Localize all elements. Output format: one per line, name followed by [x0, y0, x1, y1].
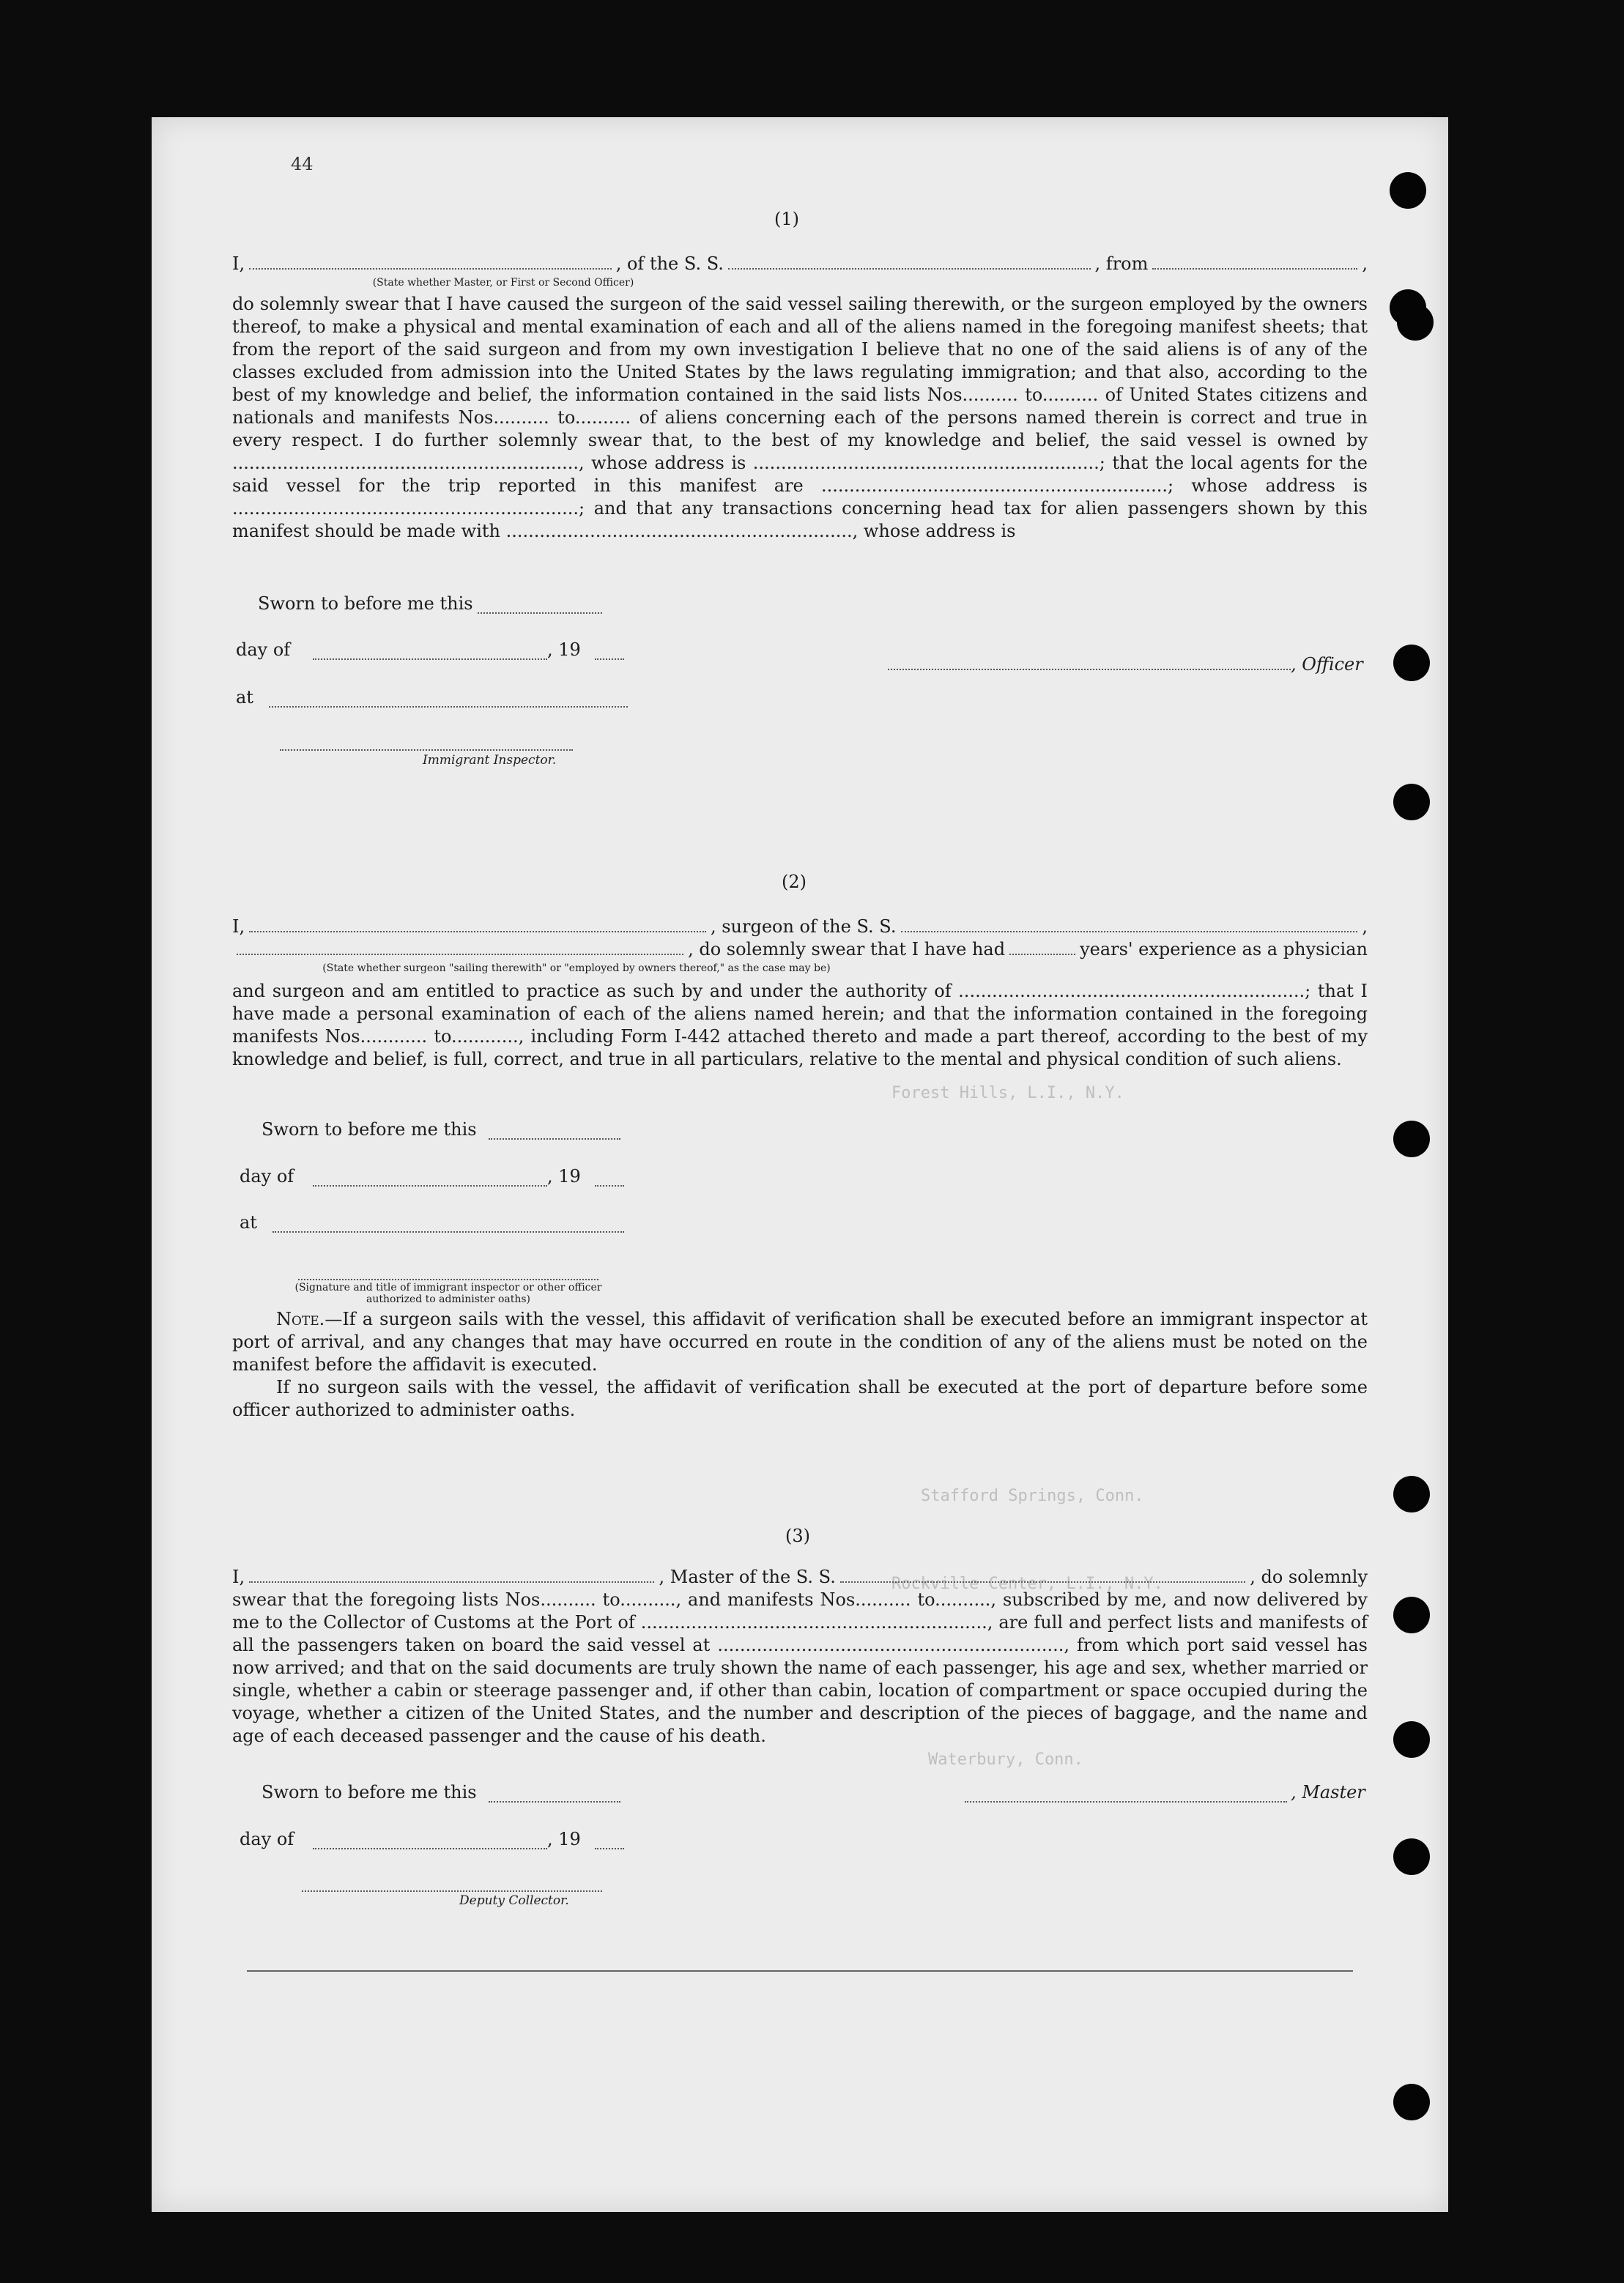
punch-hole: [1393, 784, 1430, 820]
note-label: Note.: [276, 1309, 325, 1329]
section-2-day-label: day of: [240, 1166, 294, 1187]
bottom-rule: [247, 1970, 1353, 1972]
section-1-header: I, , of the S. S. , from ,: [232, 253, 1368, 274]
section-2-day-field[interactable]: [313, 1184, 547, 1187]
collector-signature-field[interactable]: [302, 1890, 602, 1892]
section-3-sworn-field[interactable]: [489, 1800, 620, 1803]
inspector-caption: Immigrant Inspector.: [423, 753, 557, 768]
punch-hole: [1393, 1597, 1430, 1633]
surgeon-caption: (State whether surgeon "sailing therewith" or "employed by owners thereof," as the case may be): [322, 962, 831, 974]
punch-hole: [1393, 1721, 1430, 1758]
surgeon-name-field[interactable]: [249, 930, 706, 932]
surgeon-swear-label: , do solemnly swear that I have had: [688, 939, 1006, 959]
section-2-year-field[interactable]: [595, 1184, 624, 1187]
section-2-at-field[interactable]: [272, 1230, 624, 1233]
from-label: , from: [1094, 253, 1149, 274]
note-text-2: If no surgeon sails with the vessel, the affidavit of verification shall be executed at the port of departure before some officer authorized to administer oaths.: [232, 1377, 1368, 1420]
master-signature-field[interactable]: [965, 1800, 1287, 1803]
section-3-year-label: , 19: [547, 1829, 581, 1849]
section-2-header: I, , surgeon of the S. S. , , do solemnly swear that I have had years' experience as a physician: [232, 916, 1368, 959]
section-2-body: [232, 980, 1368, 1071]
bleed-through-text: Forest Hills, L.I., N.Y.: [891, 1084, 1124, 1102]
master-name-field[interactable]: [249, 1581, 654, 1583]
section-1-at-field[interactable]: [269, 705, 628, 708]
punch-hole: [1397, 304, 1434, 341]
punch-hole: [1393, 1121, 1430, 1157]
note-block: [232, 1308, 1368, 1422]
section-2-at-label: at: [240, 1212, 257, 1233]
solemnly-label: , do solemnly: [1250, 1567, 1368, 1587]
section-1-day-label: day of: [236, 639, 291, 660]
collector-caption: Deputy Collector.: [459, 1893, 569, 1908]
bleed-through-text: Stafford Springs, Conn.: [921, 1487, 1144, 1505]
officer-signature-field[interactable]: [888, 668, 1291, 670]
of-ss-label: , of the S. S.: [615, 253, 724, 274]
bleed-through-text: Waterbury, Conn.: [928, 1751, 1083, 1769]
section-1-sworn-label: Sworn to before me this: [258, 593, 473, 614]
section-3-year-field[interactable]: [595, 1847, 624, 1849]
section-3-day-label: day of: [240, 1829, 294, 1849]
section-2-signature-field[interactable]: [298, 1278, 598, 1280]
punch-hole: [1393, 1476, 1430, 1512]
years-label: years' experience as a physician: [1080, 939, 1368, 959]
officer-name-field[interactable]: [249, 267, 612, 270]
section-1-text: do solemnly swear that I have caused the surgeon of the said vessel sailing therewith, or the surgeon employed by the owners thereof, to make a physical and mental examination of each and all of the aliens named in the foregoing manifest sheets; that from the report of the said surgeon and from my own investigation I believe that no one of the said aliens is of any of the classes excluded from admission into the United States by the laws regulating immigration; and that also, according to the best of my knowledge and belief, the information contained in the said lists Nos.......... to.......... of United States citizens and nationals and manifests Nos.......... to.......... of aliens concerning each of the persons named therein is correct and true in every respect. I do further solemnly swear that, to the best of my knowledge and belief, the said vessel is owned by .............................................................., whose address is ..............................................................; that the local agents for the said vessel for the trip reported in this manifest are ..............................................................; whose address is ..............................................................; and that any transactions concerning head tax for alien passengers shown by this manifest should be made with .............................................................., whose address is: [232, 294, 1368, 541]
section-3-number: (3): [785, 1526, 810, 1546]
section-1-number: (1): [774, 209, 799, 229]
section-1-i-label: I,: [232, 253, 245, 274]
section-2-text: and surgeon and am entitled to practice as such by and under the authority of ..............................................................; that I have made a personal examination of each of the aliens named herein; and that the information contained in the foregoing manifests Nos............ to............, including Form I-442 attached thereto and made a part thereof, according to the best of my knowledge and belief, is full, correct, and true in all particulars, relative to the mental and physical condition of such aliens.: [232, 981, 1368, 1069]
section-2-year-label: , 19: [547, 1166, 581, 1187]
punch-hole: [1390, 172, 1426, 209]
punch-hole: [1393, 645, 1430, 681]
section-1-year-label: , 19: [547, 639, 581, 660]
bleed-through-text: Rockville Center, L.I., N.Y.: [891, 1575, 1163, 1593]
section-2-sig-caption: (Signature and title of immigrant inspector or other officer authorized to administer oaths): [294, 1282, 602, 1305]
port-from-field[interactable]: [1152, 267, 1357, 270]
section-3-text: swear that the foregoing lists Nos.......... to.........., and manifests Nos.......... to.........., subscribed by me, and now delivered by me to the Collector of Customs at the Port of .............................................................., are full and perfect lists and manifests of all the passengers taken on board the said vessel at .............................................................., from which port said vessel has now arrived; and that on the said documents are truly shown the name of each passenger, his age and sex, whether married or single, whether a cabin or steerage passenger and, if other than cabin, location of compartment or space occupied during the voyage, whether a citizen of the United States, and the number and description of the pieces of baggage, and the name and age of each deceased passenger and the cause of his death.: [232, 1589, 1368, 1746]
section-3-sworn-label: Sworn to before me this: [262, 1782, 477, 1803]
section-1-body: [232, 293, 1368, 543]
section-2-i-label: I,: [232, 916, 245, 937]
officer-label: , Officer: [1291, 654, 1363, 675]
section-1-day-field[interactable]: [313, 658, 547, 660]
punch-hole: [1393, 2084, 1430, 2120]
manifest-sheet: [152, 117, 1448, 2212]
surgeon-type-field[interactable]: [237, 953, 683, 955]
section-3-body: [232, 1589, 1368, 1748]
master-of-ss-label: , Master of the S. S.: [659, 1567, 836, 1587]
section-2-sworn-field[interactable]: [489, 1137, 620, 1140]
page-number: 44: [291, 154, 314, 174]
section-3-i-label: I,: [232, 1567, 245, 1587]
vessel-name-field[interactable]: [728, 267, 1091, 270]
note-text-1: —If a surgeon sails with the vessel, this affidavit of verification shall be executed before an immigrant inspector at port of arrival, and any changes that may have occurred en route in the condition of any of the aliens must be noted on the manifest before the affidavit is executed.: [232, 1309, 1368, 1375]
section-2-sworn-label: Sworn to before me this: [262, 1119, 477, 1140]
section-1-sworn-field[interactable]: [478, 612, 602, 614]
master-vessel-field[interactable]: [840, 1581, 1245, 1583]
surgeon-vessel-field[interactable]: [901, 930, 1358, 932]
surgeon-of-ss-label: , surgeon of the S. S.: [710, 916, 897, 937]
section-1-year-field[interactable]: [595, 658, 624, 660]
inspector-signature-field[interactable]: [280, 749, 573, 751]
section-1-at-label: at: [236, 687, 253, 708]
section-3-day-field[interactable]: [313, 1847, 547, 1849]
years-field[interactable]: [1009, 953, 1075, 955]
section-3-header: [232, 1566, 1368, 1589]
section-2-number: (2): [782, 872, 807, 892]
officer-caption: (State whether Master, or First or Second Officer): [372, 277, 634, 289]
punch-hole: [1393, 1838, 1430, 1875]
master-sig-label: , Master: [1291, 1782, 1365, 1803]
